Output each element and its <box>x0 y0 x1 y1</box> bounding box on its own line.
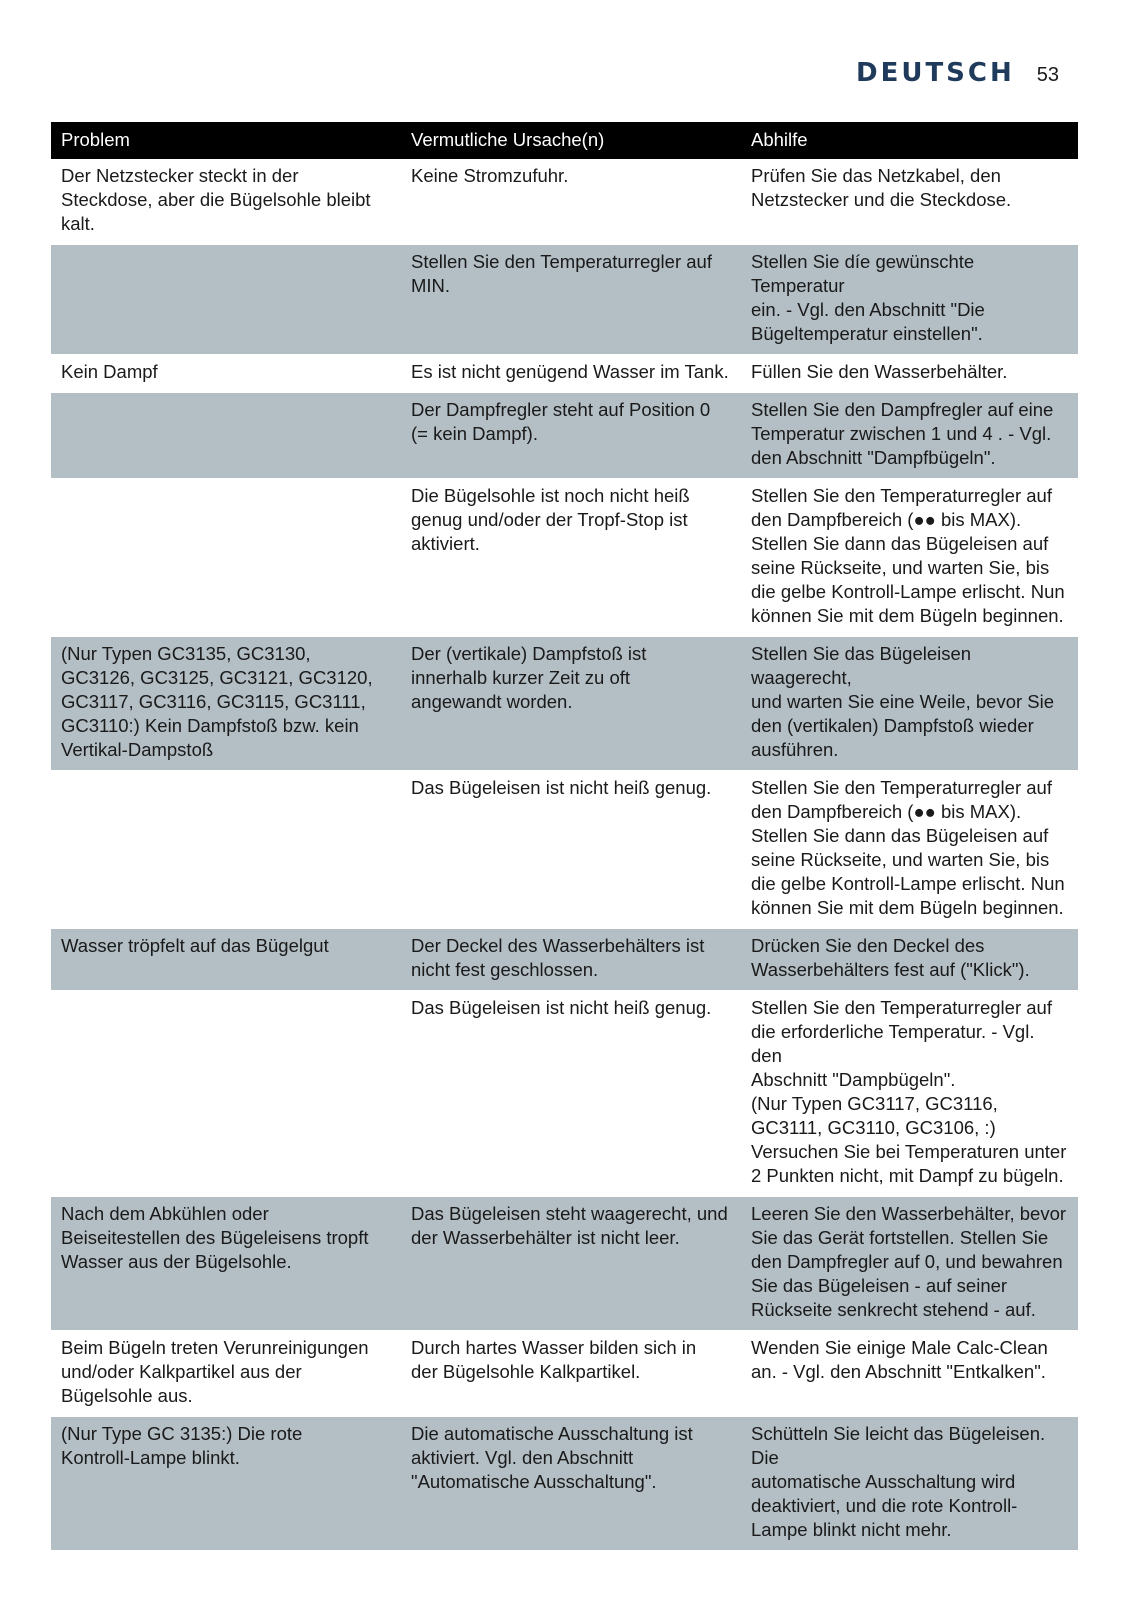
problem-cell <box>51 771 401 929</box>
problem-cell: Wasser tröpfelt auf das Bügelgut <box>51 929 401 991</box>
table-header-row <box>51 122 1078 159</box>
remedy-cell: Drücken Sie den Deckel des Wasserbehälters fest auf ("Klick"). <box>741 929 1078 991</box>
language-title: DEUTSCH <box>855 58 1015 88</box>
problem-cell: (Nur Typen GC3135, GC3130, GC3126, GC3125, GC3121, GC3120, GC3117, GC3116, GC3115, GC3111, GC3110:) Kein Dampfstoß bzw. kein Vertikal-Dampstoß <box>51 637 401 771</box>
table-row <box>51 637 1078 771</box>
cause-cell: Der Deckel des Wasserbehälters ist nicht fest geschlossen. <box>401 929 741 991</box>
column-header-problem: Problem <box>51 122 401 159</box>
problem-cell <box>51 245 401 355</box>
cause-cell: Das Bügeleisen steht waagerecht, und der Wasserbehälter ist nicht leer. <box>401 1197 741 1331</box>
problem-cell <box>51 991 401 1197</box>
cause-cell: Keine Stromzufuhr. <box>401 159 741 245</box>
remedy-cell: Stellen Sie díe gewünschte Temperatur ein. - Vgl. den Abschnitt "Die Bügeltemperatur einstellen". <box>741 245 1078 355</box>
page-number: 53 <box>1036 64 1059 86</box>
problem-cell <box>51 479 401 637</box>
remedy-cell: Wenden Sie einige Male Calc-Clean an. - Vgl. den Abschnitt "Entkalken". <box>741 1331 1078 1417</box>
troubleshooting-table <box>51 122 1078 1551</box>
table-row <box>51 1331 1078 1417</box>
remedy-cell: Stellen Sie den Temperaturregler auf den Dampfbereich (●● bis MAX). Stellen Sie dann das Bügeleisen auf seine Rückseite, und warten Sie, bis die gelbe Kontroll-Lampe erlischt. Nun können Sie mit dem Bügeln beginnen. <box>741 771 1078 929</box>
table-row <box>51 929 1078 991</box>
cause-cell: Die Bügelsohle ist noch nicht heiß genug und/oder der Tropf-Stop ist aktiviert. <box>401 479 741 637</box>
cause-cell: Das Bügeleisen ist nicht heiß genug. <box>401 771 741 929</box>
problem-cell <box>51 393 401 479</box>
page-header <box>856 58 1059 88</box>
cause-cell: Das Bügeleisen ist nicht heiß genug. <box>401 991 741 1197</box>
cause-cell: Der Dampfregler steht auf Position 0 (= kein Dampf). <box>401 393 741 479</box>
remedy-cell: Stellen Sie den Temperaturregler auf den Dampfbereich (●● bis MAX). Stellen Sie dann das Bügeleisen auf seine Rückseite, und warten Sie, bis die gelbe Kontroll-Lampe erlischt. Nun können Sie mit dem Bügeln beginnen. <box>741 479 1078 637</box>
remedy-cell: Prüfen Sie das Netzkabel, den Netzstecker und die Steckdose. <box>741 159 1078 245</box>
remedy-cell: Füllen Sie den Wasserbehälter. <box>741 355 1078 393</box>
problem-cell: Der Netzstecker steckt in der Steckdose, aber die Bügelsohle bleibt kalt. <box>51 159 401 245</box>
table-row <box>51 393 1078 479</box>
remedy-cell: Schütteln Sie leicht das Bügeleisen. Die automatische Ausschaltung wird deaktiviert, und die rote Kontroll- Lampe blinkt nicht mehr. <box>741 1417 1078 1551</box>
table-row <box>51 245 1078 355</box>
remedy-cell: Leeren Sie den Wasserbehälter, bevor Sie das Gerät fortstellen. Stellen Sie den Dampfregler auf 0, und bewahren Sie das Bügeleisen - auf seiner Rückseite senkrecht stehend - auf. <box>741 1197 1078 1331</box>
remedy-cell: Stellen Sie den Temperaturregler auf die erforderliche Temperatur. - Vgl. den Abschnitt "Dampbügeln". (Nur Typen GC3117, GC3116, GC3111, GC3110, GC3106, :) Versuchen Sie bei Temperaturen unter 2 Punkten nicht, mit Dampf zu bügeln. <box>741 991 1078 1197</box>
problem-cell: (Nur Type GC 3135:) Die rote Kontroll-Lampe blinkt. <box>51 1417 401 1551</box>
problem-cell: Nach dem Abkühlen oder Beiseitestellen des Bügeleisens tropft Wasser aus der Bügelsohle. <box>51 1197 401 1331</box>
remedy-cell: Stellen Sie das Bügeleisen waagerecht, und warten Sie eine Weile, bevor Sie den (vertikalen) Dampfstoß wieder ausführen. <box>741 637 1078 771</box>
table-row <box>51 1197 1078 1331</box>
cause-cell: Stellen Sie den Temperaturregler auf MIN. <box>401 245 741 355</box>
cause-cell: Durch hartes Wasser bilden sich in der Bügelsohle Kalkpartikel. <box>401 1331 741 1417</box>
table-row <box>51 1417 1078 1551</box>
table-row <box>51 479 1078 637</box>
table-row <box>51 355 1078 393</box>
table-row <box>51 771 1078 929</box>
cause-cell: Der (vertikale) Dampfstoß ist innerhalb kurzer Zeit zu oft angewandt worden. <box>401 637 741 771</box>
problem-cell: Kein Dampf <box>51 355 401 393</box>
cause-cell: Die automatische Ausschaltung ist aktiviert. Vgl. den Abschnitt "Automatische Ausschaltung". <box>401 1417 741 1551</box>
cause-cell: Es ist nicht genügend Wasser im Tank. <box>401 355 741 393</box>
problem-cell: Beim Bügeln treten Verunreinigungen und/oder Kalkpartikel aus der Bügelsohle aus. <box>51 1331 401 1417</box>
remedy-cell: Stellen Sie den Dampfregler auf eine Temperatur zwischen 1 und 4 . - Vgl. den Abschnitt "Dampfbügeln". <box>741 393 1078 479</box>
column-header-cause: Vermutliche Ursache(n) <box>401 122 741 159</box>
table-row <box>51 991 1078 1197</box>
table-row <box>51 159 1078 245</box>
column-header-remedy: Abhilfe <box>741 122 1078 159</box>
